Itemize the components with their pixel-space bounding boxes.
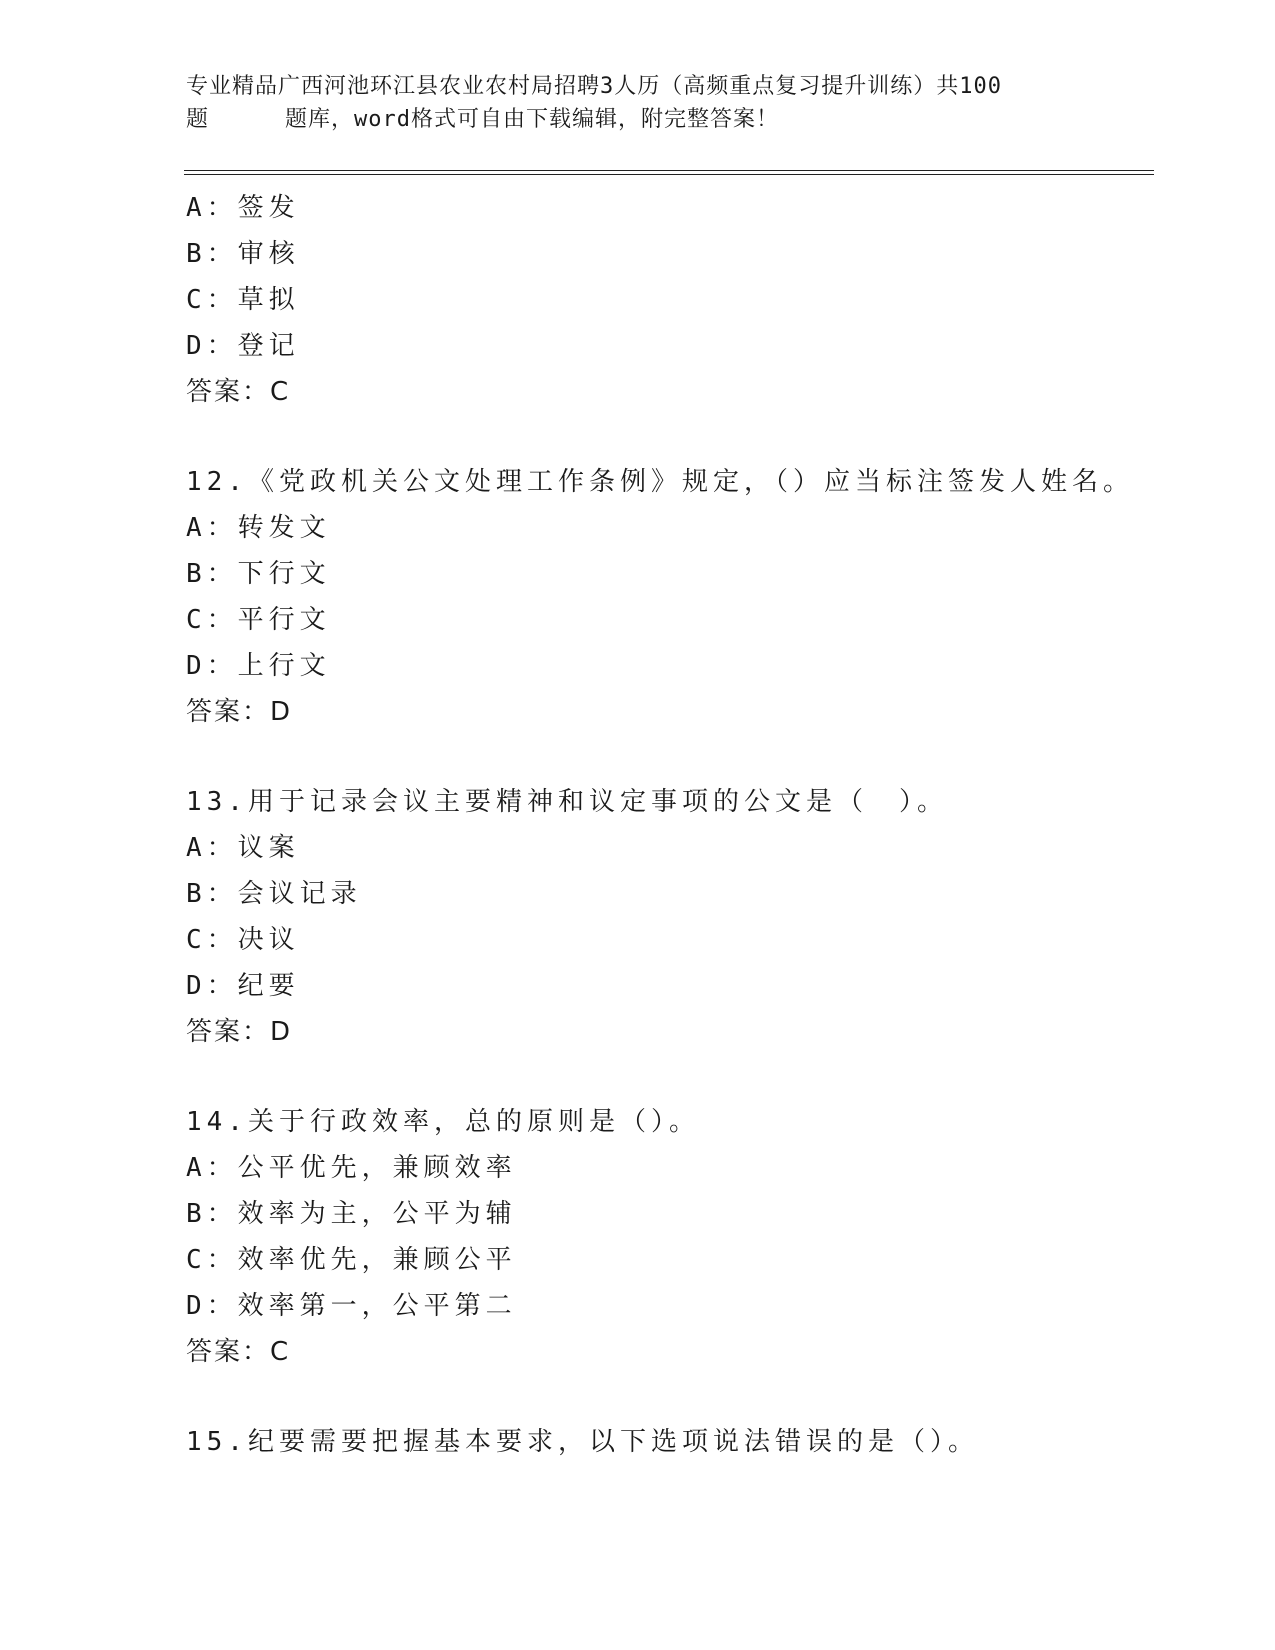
answer: 答案：C (186, 1337, 291, 1367)
document-page (186, 70, 1156, 1465)
answer: 答案：C (186, 377, 291, 407)
option-b: B：下行文 (186, 559, 331, 589)
option-a: A：公平优先，兼顾效率 (186, 1153, 517, 1183)
answer: 答案：D (186, 697, 293, 727)
option-a: A：签发 (186, 193, 300, 223)
option-c: C：平行文 (186, 605, 331, 635)
option-c: C：决议 (186, 925, 300, 955)
question-14 (186, 1099, 1156, 1375)
option-d: D：效率第一，公平第二 (186, 1291, 517, 1321)
question-text: 12.《党政机关公文处理工作条例》规定，（）应当标注签发人姓名。 (186, 467, 1134, 497)
option-b: B：审核 (186, 239, 300, 269)
question-15 (186, 1419, 1156, 1465)
question-12 (186, 459, 1156, 735)
option-c: C：草拟 (186, 285, 300, 315)
option-d: D：上行文 (186, 651, 331, 681)
option-c: C：效率优先，兼顾公平 (186, 1245, 517, 1275)
option-a: A：转发文 (186, 513, 331, 543)
question-list (186, 185, 1156, 1465)
option-d: D：登记 (186, 331, 300, 361)
document-title-line-2 (186, 103, 1156, 136)
question-text: 14.关于行政效率，总的原则是（）。 (186, 1107, 700, 1137)
option-b: B：效率为主，公平为辅 (186, 1199, 517, 1229)
option-d: D：纪要 (186, 971, 300, 1001)
header-divider (184, 170, 1154, 175)
option-a: A：议案 (186, 833, 300, 863)
document-title-line-2-start: 题 (186, 107, 210, 132)
question-text: 15.纪要需要把握基本要求，以下选项说法错误的是（）。 (186, 1427, 979, 1457)
question-text: 13.用于记录会议主要精神和议定事项的公文是（ ）。 (186, 787, 948, 817)
question-13 (186, 779, 1156, 1055)
document-title-line-1: 专业精品广西河池环江县农业农村局招聘3人历（高频重点复习提升训练）共100 (186, 74, 1002, 99)
option-b: B：会议记录 (186, 879, 362, 909)
document-title-line-2-rest: 题库，word格式可自由下载编辑，附完整答案！ (285, 107, 779, 132)
answer: 答案：D (186, 1017, 293, 1047)
question-11 (186, 185, 1156, 415)
